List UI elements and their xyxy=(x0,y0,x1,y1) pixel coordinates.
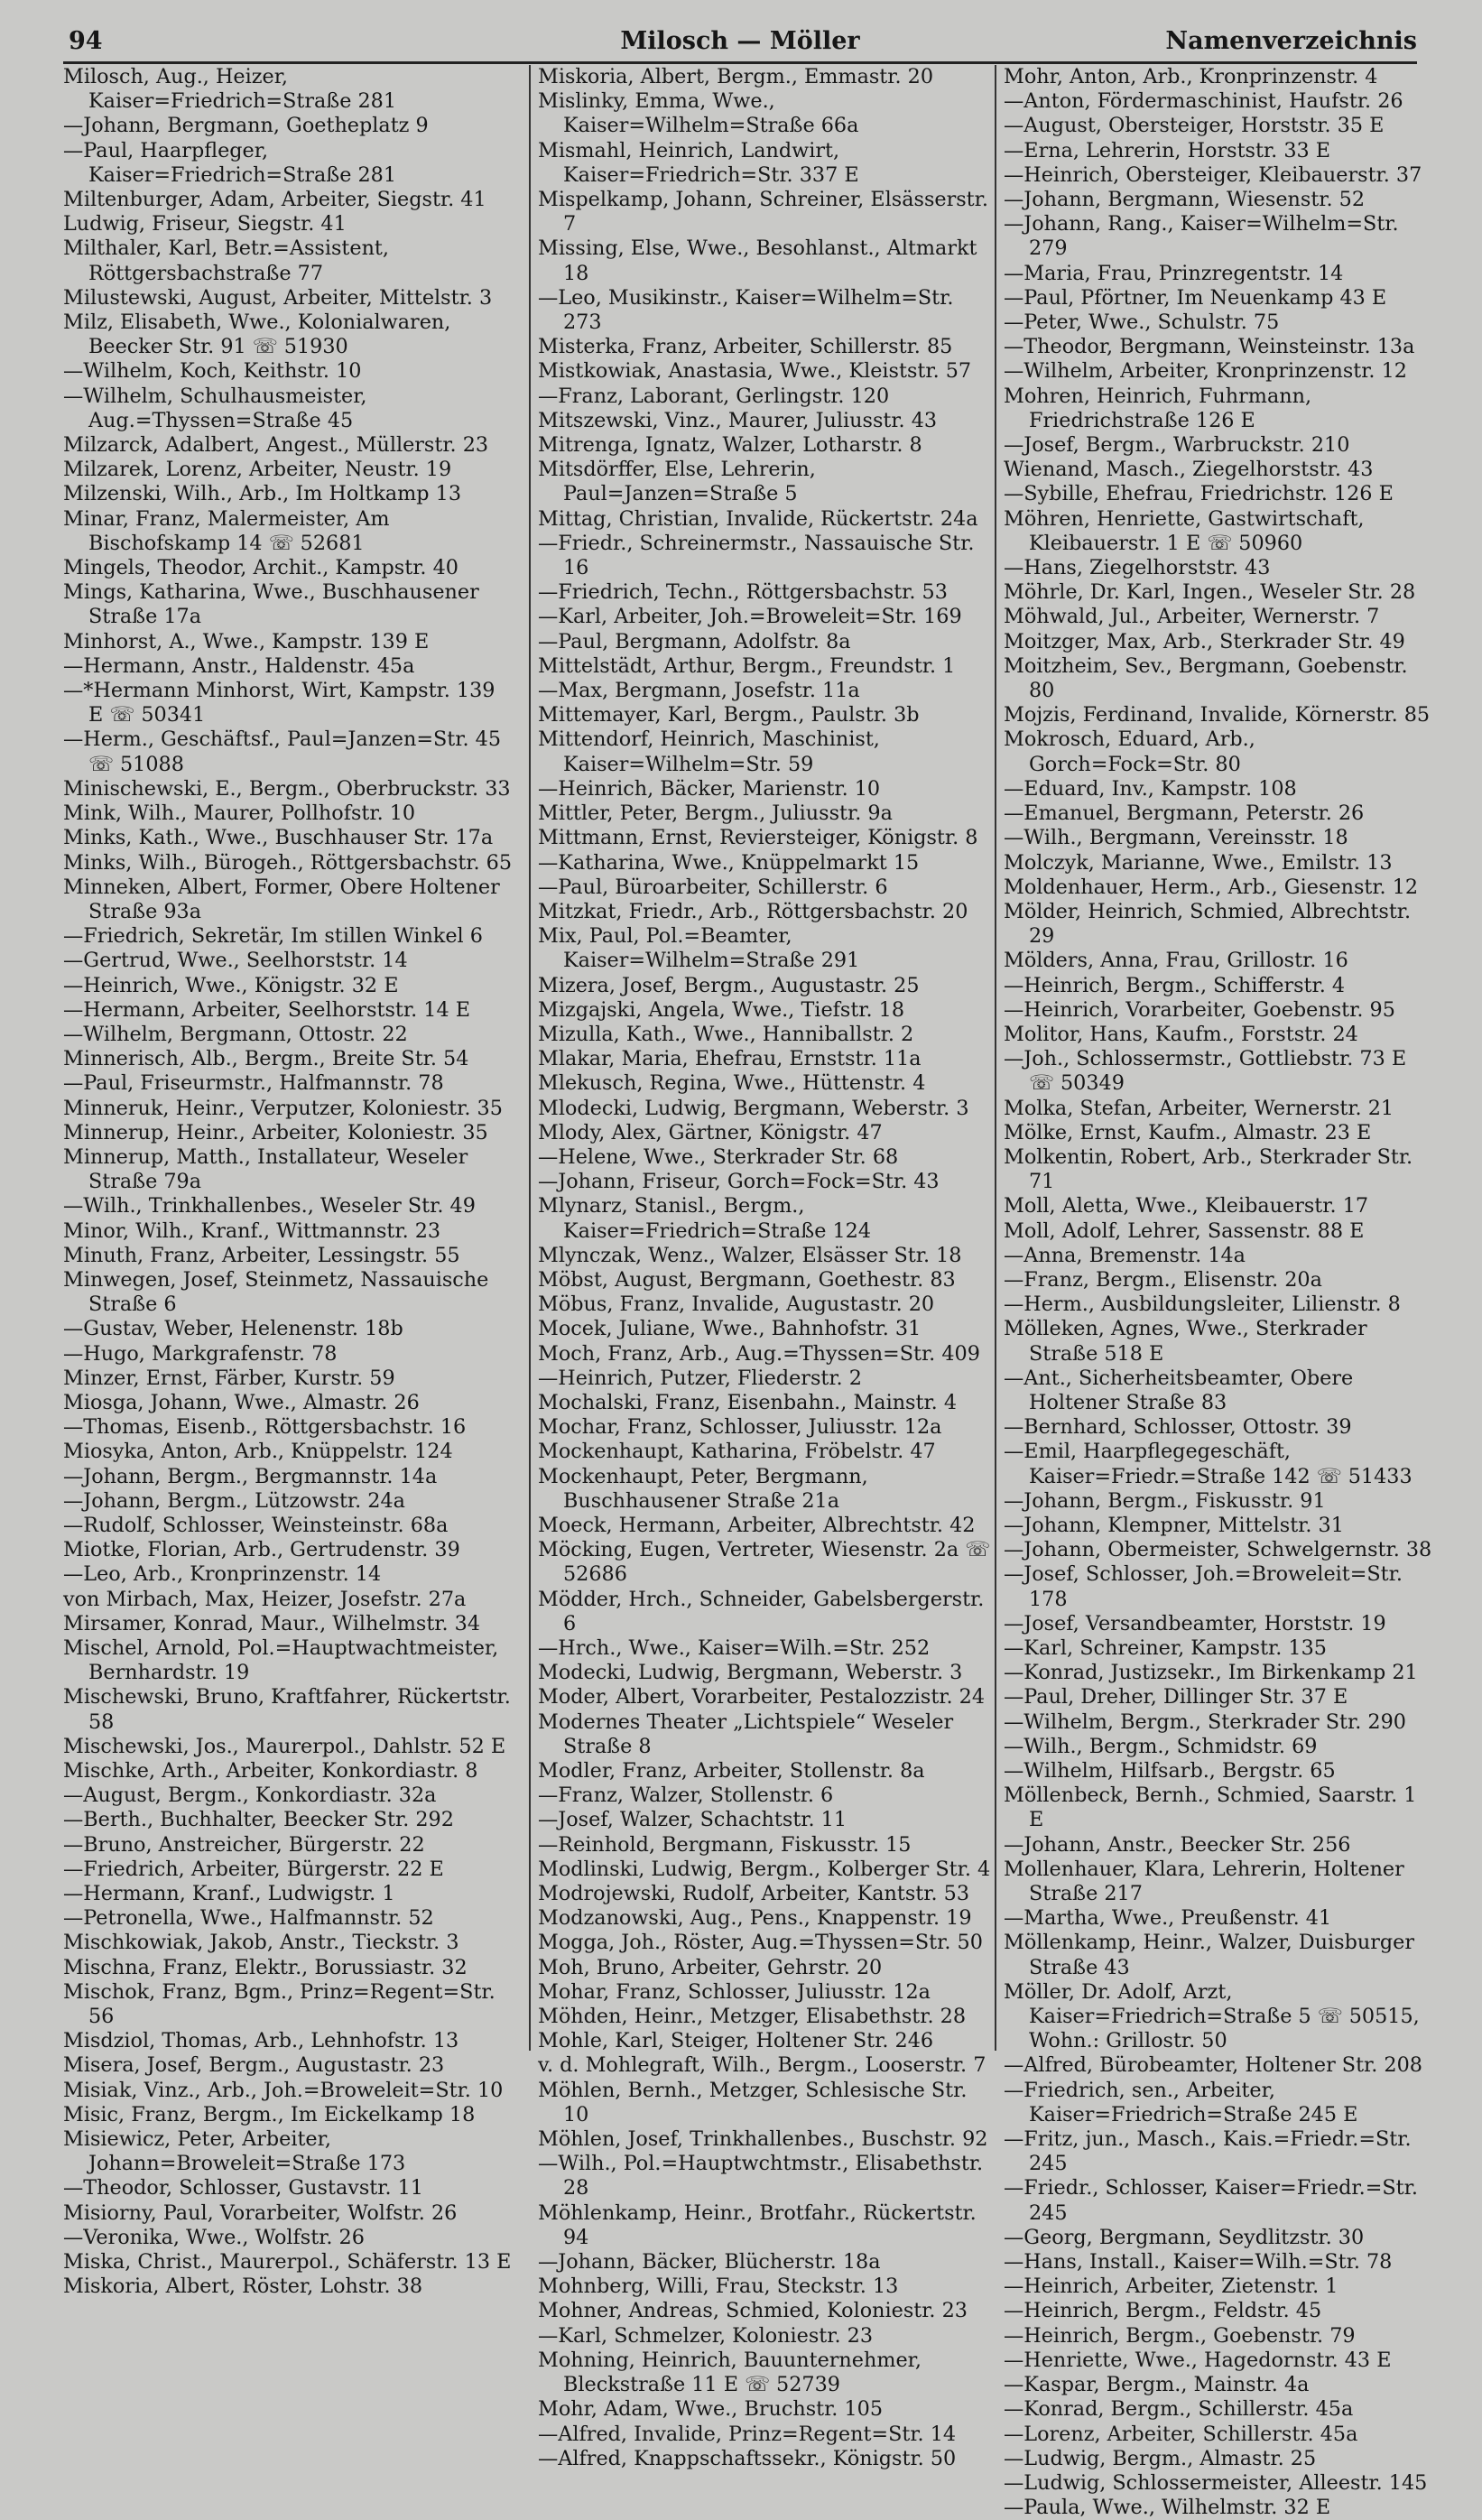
directory-entry: —Hugo, Markgrafenstr. 78 xyxy=(63,1341,338,1366)
directory-entry: —Bruno, Anstreicher, Bürgerstr. 22 xyxy=(63,1832,425,1857)
directory-entry: Milz, Elisabeth, Wwe., Kolonialwaren, Beecker Str. 91 ☏ 51930 xyxy=(63,310,451,359)
directory-entry: Miltenburger, Adam, Arbeiter, Siegstr. 41 xyxy=(63,188,486,212)
directory-entry: —August, Obersteiger, Horststr. 35 E xyxy=(1004,114,1385,138)
page-number: 94 xyxy=(69,27,103,55)
directory-entry: Moder, Albert, Vorarbeiter, Pestalozzistr. 24 xyxy=(538,1685,986,1709)
directory-entry: —Gustav, Weber, Helenenstr. 18b xyxy=(63,1317,403,1341)
directory-entry: —Franz, Bergm., Elisenstr. 20a xyxy=(1004,1267,1322,1292)
directory-entry: —Wilhelm, Bergmann, Ottostr. 22 xyxy=(63,1022,408,1046)
directory-entry: —Veronika, Wwe., Wolfstr. 26 xyxy=(63,2225,365,2249)
directory-entry: Minhorst, A., Wwe., Kampstr. 139 E xyxy=(63,629,430,653)
directory-entry: Milthaler, Karl, Betr.=Assistent, Röttgersbachstraße 77 xyxy=(63,236,389,285)
directory-entry: —Karl, Schreiner, Kampstr. 135 xyxy=(1004,1636,1327,1660)
directory-entry: Mohr, Adam, Wwe., Bruchstr. 105 xyxy=(538,2397,884,2422)
directory-entry: Mödder, Hrch., Schneider, Gabelsbergerstr. 6 xyxy=(538,1587,985,1635)
directory-entry: Molkentin, Robert, Arb., Sterkrader Str. 71 xyxy=(1004,1144,1413,1194)
directory-entry: Miska, Christ., Maurerpol., Schäferstr. 13 E xyxy=(63,2250,512,2274)
directory-entry: Mollenhauer, Klara, Lehrerin, Holtener Straße 217 xyxy=(1004,1857,1404,1906)
directory-entry: Mispelkamp, Johann, Schreiner, Elsässerstr. 7 xyxy=(538,188,988,236)
directory-entry: —Ludwig, Schlossermeister, Alleestr. 145 xyxy=(1004,2470,1428,2495)
directory-entry: —Johann, Bergmann, Wiesenstr. 52 xyxy=(1004,188,1366,212)
directory-entry: Mizgajski, Angela, Wwe., Tiefstr. 18 xyxy=(538,997,905,1022)
directory-entry: —Herm., Ausbildungsleiter, Lilienstr. 8 xyxy=(1004,1292,1401,1317)
directory-entry: —Heinrich, Bergm., Schifferstr. 4 xyxy=(1004,973,1346,997)
section-title: Namenverzeichnis xyxy=(1165,27,1417,55)
directory-entry: Möhlenkamp, Heinr., Brotfahr., Rückertstr. 94 xyxy=(538,2200,977,2249)
directory-entry: Molitor, Hans, Kaufm., Forststr. 24 xyxy=(1004,1022,1358,1046)
directory-entry: —Konrad, Bergm., Schillerstr. 45a xyxy=(1004,2397,1354,2422)
directory-entry: —Reinhold, Bergmann, Fiskusstr. 15 xyxy=(538,1832,912,1857)
directory-entry: Minuth, Franz, Arbeiter, Lessingstr. 55 xyxy=(63,1243,460,1267)
directory-entry: Mischewski, Bruno, Kraftfahrer, Rückertstr. 58 xyxy=(63,1685,511,1734)
directory-entry: Möhlen, Josef, Trinkhallenbes., Buschstr. 92 xyxy=(538,2127,988,2152)
directory-entry: —Wilh., Pol.=Hauptwchtmstr., Elisabethstr. 28 xyxy=(538,2152,984,2200)
directory-entry: Moldenhauer, Herm., Arb., Giesenstr. 12 xyxy=(1004,875,1419,899)
directory-entry: —Heinrich, Bäcker, Marienstr. 10 xyxy=(538,776,881,801)
directory-entry: —Fritz, jun., Masch., Kais.=Friedr.=Str. 245 xyxy=(1004,2127,1412,2176)
directory-entry: Ludwig, Friseur, Siegstr. 41 xyxy=(63,212,347,236)
directory-entry: Misdziol, Thomas, Arb., Lehnhofstr. 13 xyxy=(63,2029,459,2053)
directory-entry: —Anton, Fördermaschinist, Haufstr. 26 xyxy=(1004,89,1403,114)
directory-entry: Möhren, Henriette, Gastwirtschaft, Kleibauerstr. 1 E ☏ 50960 xyxy=(1004,506,1365,555)
directory-entry: —Wilhelm, Hilfsarb., Bergstr. 65 xyxy=(1004,1759,1336,1783)
directory-entry: —Johann, Anstr., Beecker Str. 256 xyxy=(1004,1832,1351,1857)
directory-entry: —Ant., Sicherheitsbeamter, Obere Holtener Straße 83 xyxy=(1004,1366,1354,1414)
directory-entry: —Emanuel, Bergmann, Peterstr. 26 xyxy=(1004,801,1365,826)
directory-entry: —Georg, Bergmann, Seydlitzstr. 30 xyxy=(1004,2225,1365,2249)
directory-entry: Misiak, Vinz., Arb., Joh.=Broweleit=Str. 10 xyxy=(63,2078,504,2102)
directory-entry: Mohle, Karl, Steiger, Holtener Str. 246 xyxy=(538,2029,934,2053)
directory-entry: Miskoria, Albert, Bergm., Emmastr. 20 xyxy=(538,65,934,88)
directory-entry: —Alfred, Knappschaftssekr., Königstr. 50 xyxy=(538,2446,957,2470)
directory-entry: Mittemayer, Karl, Bergm., Paulstr. 3b xyxy=(538,703,920,727)
directory-entry: —Herm., Geschäftsf., Paul=Janzen=Str. 45 ☏ 51088 xyxy=(63,727,502,776)
directory-entry: —Paul, Büroarbeiter, Schillerstr. 6 xyxy=(538,875,888,899)
directory-entry: Mochar, Franz, Schlosser, Juliusstr. 12a xyxy=(538,1415,942,1440)
directory-entry: Möllenkamp, Heinr., Walzer, Duisburger Straße 43 xyxy=(1004,1931,1415,1979)
directory-entry: Mohren, Heinrich, Fuhrmann, Friedrichstraße 126 E xyxy=(1004,384,1312,432)
directory-entry: —Karl, Schmelzer, Koloniestr. 23 xyxy=(538,2323,874,2348)
directory-entry: Misera, Josef, Bergm., Augustastr. 23 xyxy=(63,2053,445,2078)
column-left xyxy=(63,65,514,2299)
column-right xyxy=(995,65,1437,2520)
directory-entry: —Alfred, Bürobeamter, Holtener Str. 208 xyxy=(1004,2053,1422,2078)
directory-entry: —Friedrich, sen., Arbeiter, Kaiser=Friedrich=Straße 245 E xyxy=(1004,2078,1358,2126)
directory-entry: —Johann, Friseur, Gorch=Fock=Str. 43 xyxy=(538,1170,940,1194)
column-middle xyxy=(529,65,991,2470)
directory-entry: Moch, Franz, Arb., Aug.=Thyssen=Str. 409 xyxy=(538,1341,980,1366)
directory-entry: Modernes Theater „Lichtspiele“ Weseler Straße 8 xyxy=(538,1709,954,1758)
directory-entry: Moh, Bruno, Arbeiter, Gehrstr. 20 xyxy=(538,1955,883,1979)
directory-entry: Mokrosch, Eduard, Arb., Gorch=Fock=Str. 80 xyxy=(1004,727,1255,776)
name-range-title: Milosch — Möller xyxy=(620,27,860,55)
directory-entry: —Erna, Lehrerin, Horststr. 33 E xyxy=(1004,138,1331,162)
directory-entry: Möcking, Eugen, Vertreter, Wiesenstr. 2a ☏ 52686 xyxy=(538,1538,991,1587)
directory-entry: Mitrenga, Ignatz, Walzer, Lotharstr. 8 xyxy=(538,433,922,458)
directory-entry: Mockenhaupt, Peter, Bergmann, Buschhausener Straße 21a xyxy=(538,1464,868,1513)
directory-entry: Molczyk, Marianne, Wwe., Emilstr. 13 xyxy=(1004,850,1393,875)
directory-entry: —Kaspar, Bergm., Mainstr. 4a xyxy=(1004,2373,1310,2397)
directory-entry: —Paul, Pförtner, Im Neuenkamp 43 E xyxy=(1004,285,1387,310)
directory-entry: Mittag, Christian, Invalide, Rückertstr. 24a xyxy=(538,506,978,531)
directory-entry: —Friedr., Schlosser, Kaiser=Friedr.=Str. 245 xyxy=(1004,2176,1418,2225)
directory-entry: Mohr, Anton, Arb., Kronprinzenstr. 4 xyxy=(1004,65,1378,88)
directory-entry: Minneruk, Heinr., Verputzer, Koloniestr. 35 xyxy=(63,1096,503,1120)
directory-entry: Miotke, Florian, Arb., Gertrudenstr. 39 xyxy=(63,1538,460,1562)
directory-entry: —Theodor, Schlosser, Gustavstr. 11 xyxy=(63,2176,423,2200)
directory-entry: —August, Bergm., Konkordiastr. 32a xyxy=(63,1783,437,1808)
directory-entry: Modzanowski, Aug., Pens., Knappenstr. 19 xyxy=(538,1906,972,1931)
directory-entry: —Franz, Walzer, Stollenstr. 6 xyxy=(538,1783,834,1808)
directory-entry: —Thomas, Eisenb., Röttgersbachstr. 16 xyxy=(63,1415,467,1440)
directory-entry: —Friedr., Schreinermstr., Nassauische Str. 16 xyxy=(538,531,975,580)
directory-entry: Moitzheim, Sev., Bergmann, Goebenstr. 80 xyxy=(1004,653,1408,703)
directory-entry: Mogga, Joh., Röster, Aug.=Thyssen=Str. 50 xyxy=(538,1931,983,1955)
directory-entry: Möbus, Franz, Invalide, Augustastr. 20 xyxy=(538,1292,935,1317)
directory-entry: —Johann, Bergm., Lützowstr. 24a xyxy=(63,1488,405,1513)
directory-entry: —Leo, Musikinstr., Kaiser=Wilhelm=Str. 273 xyxy=(538,285,954,335)
directory-entry: Mittendorf, Heinrich, Maschinist, Kaiser=Wilhelm=Str. 59 xyxy=(538,727,880,776)
directory-entry: —Hans, Ziegelhorststr. 43 xyxy=(1004,556,1271,580)
directory-entry: Mlakar, Maria, Ehefrau, Ernststr. 11a xyxy=(538,1047,922,1071)
directory-entry: Milustewski, August, Arbeiter, Mittelstr. 3 xyxy=(63,285,493,310)
directory-entry: Minwegen, Josef, Steinmetz, Nassauische Straße 6 xyxy=(63,1267,489,1317)
directory-entry: Mittler, Peter, Bergm., Juliusstr. 9a xyxy=(538,801,893,826)
directory-entry: —Maria, Frau, Prinzregentstr. 14 xyxy=(1004,261,1344,285)
directory-entry: Minnerisch, Alb., Bergm., Breite Str. 54 xyxy=(63,1047,469,1071)
directory-entry: Möhrle, Dr. Karl, Ingen., Weseler Str. 28 xyxy=(1004,580,1416,605)
directory-entry: —Heinrich, Vorarbeiter, Goebenstr. 95 xyxy=(1004,997,1395,1022)
directory-entry: Moeck, Hermann, Arbeiter, Albrechtstr. 42 xyxy=(538,1513,976,1537)
directory-entry: —Ludwig, Bergm., Almastr. 25 xyxy=(1004,2446,1317,2470)
directory-entry: —Paul, Friseurmstr., Halfmannstr. 78 xyxy=(63,1071,444,1096)
directory-entry: —Heinrich, Obersteiger, Kleibauerstr. 37 xyxy=(1004,162,1422,187)
directory-entry: —Martha, Wwe., Preußenstr. 41 xyxy=(1004,1906,1332,1931)
directory-entry: Mischkowiak, Jakob, Anstr., Tieckstr. 3 xyxy=(63,1931,459,1955)
directory-entry: —Josef, Versandbeamter, Horststr. 19 xyxy=(1004,1611,1386,1635)
directory-entry: —Karl, Arbeiter, Joh.=Broweleit=Str. 169 xyxy=(538,605,962,629)
directory-entry: Mitzkat, Friedr., Arb., Röttgersbachstr. 20 xyxy=(538,899,968,923)
directory-entry: Molka, Stefan, Arbeiter, Wernerstr. 21 xyxy=(1004,1096,1394,1120)
directory-entry: Milosch, Aug., Heizer, Kaiser=Friedrich=Straße 281 xyxy=(63,65,397,114)
directory-entry: —Heinrich, Putzer, Fliederstr. 2 xyxy=(538,1366,862,1390)
directory-entry: —Johann, Bäcker, Blücherstr. 18a xyxy=(538,2250,881,2274)
directory-entry: Mlekusch, Regina, Wwe., Hüttenstr. 4 xyxy=(538,1071,926,1096)
directory-entry: —Eduard, Inv., Kampstr. 108 xyxy=(1004,776,1297,801)
directory-entry: Mitszewski, Vinz., Maurer, Juliusstr. 43 xyxy=(538,408,938,432)
directory-entry: Mohar, Franz, Schlosser, Juliusstr. 12a xyxy=(538,1979,931,2004)
directory-entry: Milzarek, Lorenz, Arbeiter, Neustr. 19 xyxy=(63,458,452,482)
directory-entry: Möhwald, Jul., Arbeiter, Wernerstr. 7 xyxy=(1004,605,1380,629)
directory-entry: Mocek, Juliane, Wwe., Bahnhofstr. 31 xyxy=(538,1317,922,1341)
directory-entry: —Paul, Dreher, Dillinger Str. 37 E xyxy=(1004,1685,1348,1709)
directory-entry: —Hrch., Wwe., Kaiser=Wilh.=Str. 252 xyxy=(538,1636,931,1660)
directory-entry: —Josef, Schlosser, Joh.=Broweleit=Str. 178 xyxy=(1004,1562,1403,1611)
directory-entry: Misterka, Franz, Arbeiter, Schillerstr. 85 xyxy=(538,335,953,359)
directory-entry: —Berth., Buchhalter, Beecker Str. 292 xyxy=(63,1808,454,1832)
directory-entry: Mischke, Arth., Arbeiter, Konkordiastr. 8 xyxy=(63,1759,478,1783)
directory-entry: Mohnberg, Willi, Frau, Steckstr. 13 xyxy=(538,2274,899,2299)
directory-entry: Minks, Wilh., Bürogeh., Röttgersbachstr. 65 xyxy=(63,850,513,875)
directory-entry: —Petronella, Wwe., Halfmannstr. 52 xyxy=(63,1906,434,1931)
directory-entry: —Peter, Wwe., Schulstr. 75 xyxy=(1004,310,1280,335)
directory-entry: Minor, Wilh., Kranf., Wittmannstr. 23 xyxy=(63,1218,441,1243)
directory-entry: —Josef, Bergm., Warbruckstr. 210 xyxy=(1004,433,1350,458)
directory-entry: von Mirbach, Max, Heizer, Josefstr. 27a xyxy=(63,1587,467,1611)
directory-entry: —Anna, Bremenstr. 14a xyxy=(1004,1243,1246,1267)
directory-entry: —Hermann, Anstr., Haldenstr. 45a xyxy=(63,653,415,678)
directory-entry: —Wilhelm, Bergm., Sterkrader Str. 290 xyxy=(1004,1709,1406,1734)
directory-entry: Minar, Franz, Malermeister, Am Bischofskamp 14 ☏ 52681 xyxy=(63,506,390,555)
directory-entry: —Heinrich, Arbeiter, Zietenstr. 1 xyxy=(1004,2274,1338,2299)
directory-columns xyxy=(63,65,1432,2520)
directory-entry: Mislinky, Emma, Wwe., Kaiser=Wilhelm=Straße 66a xyxy=(538,89,859,138)
directory-entry: v. d. Mohlegraft, Wilh., Bergm., Looserstr. 7 xyxy=(538,2053,986,2078)
directory-entry: Moll, Adolf, Lehrer, Sassenstr. 88 E xyxy=(1004,1218,1365,1243)
directory-entry: Minnerup, Heinr., Arbeiter, Koloniestr. 35 xyxy=(63,1120,488,1144)
directory-entry: —Heinrich, Bergm., Feldstr. 45 xyxy=(1004,2299,1322,2323)
directory-entry: Miskoria, Albert, Röster, Lohstr. 38 xyxy=(63,2274,423,2299)
directory-entry: Mittelstädt, Arthur, Bergm., Freundstr. 1 xyxy=(538,653,956,678)
directory-entry: Mischna, Franz, Elektr., Borussiastr. 32 xyxy=(63,1955,468,1979)
directory-entry: Mizera, Josef, Bergm., Augustastr. 25 xyxy=(538,973,920,997)
directory-entry: Modlinski, Ludwig, Bergm., Kolberger Str. 4 xyxy=(538,1857,991,1881)
directory-entry: Modrojewski, Rudolf, Arbeiter, Kantstr. 53 xyxy=(538,1882,969,1906)
directory-entry: Mockenhaupt, Katharina, Fröbelstr. 47 xyxy=(538,1440,936,1464)
directory-entry: Moitzger, Max, Arb., Sterkrader Str. 49 xyxy=(1004,629,1405,653)
directory-entry: —Katharina, Wwe., Knüppelmarkt 15 xyxy=(538,850,920,875)
directory-entry: —Bernhard, Schlosser, Ottostr. 39 xyxy=(1004,1415,1352,1440)
directory-entry: Möhlen, Bernh., Metzger, Schlesische Str. 10 xyxy=(538,2078,968,2126)
directory-entry: —Gertrud, Wwe., Seelhorststr. 14 xyxy=(63,949,408,973)
directory-entry: —Theodor, Bergmann, Weinsteinstr. 13a xyxy=(1004,335,1415,359)
directory-entry: Misiewicz, Peter, Arbeiter, Johann=Broweleit=Straße 173 xyxy=(63,2127,406,2176)
directory-entry: —Wilhelm, Arbeiter, Kronprinzenstr. 12 xyxy=(1004,359,1407,384)
directory-entry: —Leo, Arb., Kronprinzenstr. 14 xyxy=(63,1562,382,1587)
directory-entry: —Josef, Walzer, Schachtstr. 11 xyxy=(538,1808,848,1832)
directory-entry: —*Hermann Minhorst, Wirt, Kampstr. 139 E ☏ 50341 xyxy=(63,679,496,727)
directory-entry: Modler, Franz, Arbeiter, Stollenstr. 8a xyxy=(538,1759,925,1783)
directory-entry: Mohning, Heinrich, Bauunternehmer, Bleckstraße 11 E ☏ 52739 xyxy=(538,2348,922,2397)
directory-entry: Minzer, Ernst, Färber, Kurstr. 59 xyxy=(63,1366,395,1390)
directory-entry: —Heinrich, Wwe., Königstr. 32 E xyxy=(63,973,399,997)
directory-entry: —Johann, Klempner, Mittelstr. 31 xyxy=(1004,1513,1344,1537)
directory-entry: Mink, Wilh., Maurer, Pollhofstr. 10 xyxy=(63,801,416,826)
directory-entry: —Alfred, Invalide, Prinz=Regent=Str. 14 xyxy=(538,2422,957,2446)
directory-entry: Mings, Katharina, Wwe., Buschhausener Straße 17a xyxy=(63,580,479,629)
directory-entry: Mitsdörffer, Else, Lehrerin, Paul=Janzen=Straße 5 xyxy=(538,458,816,506)
directory-entry: —Konrad, Justizsekr., Im Birkenkamp 21 xyxy=(1004,1661,1418,1685)
directory-entry: —Johann, Obermeister, Schwelgernstr. 38 xyxy=(1004,1538,1432,1562)
directory-entry: Missing, Else, Wwe., Besohlanst., Altmarkt 18 xyxy=(538,236,977,285)
directory-entry: Mölders, Anna, Frau, Grillostr. 16 xyxy=(1004,949,1348,973)
directory-entry: Mischel, Arnold, Pol.=Hauptwachtmeister, Bernhardstr. 19 xyxy=(63,1636,499,1685)
directory-entry: Wienand, Masch., Ziegelhorststr. 43 xyxy=(1004,458,1374,482)
directory-entry: —Rudolf, Schlosser, Weinsteinstr. 68a xyxy=(63,1513,449,1537)
directory-entry: —Johann, Rang., Kaiser=Wilhelm=Str. 279 xyxy=(1004,212,1399,261)
directory-entry: —Friedrich, Techn., Röttgersbachstr. 53 xyxy=(538,580,948,605)
directory-entry: —Johann, Bergm., Fiskusstr. 91 xyxy=(1004,1488,1326,1513)
directory-entry: Misiorny, Paul, Vorarbeiter, Wolfstr. 26 xyxy=(63,2200,458,2225)
directory-entry: Milzenski, Wilh., Arb., Im Holtkamp 13 xyxy=(63,482,462,506)
directory-entry: —Joh., Schlossermstr., Gottliebstr. 73 E ☏ 50349 xyxy=(1004,1047,1407,1096)
directory-entry: Mölleken, Agnes, Wwe., Sterkrader Straße 518 E xyxy=(1004,1317,1367,1366)
directory-entry: Mistkowiak, Anastasia, Wwe., Kleiststr. 57 xyxy=(538,359,972,384)
directory-entry: Möllenbeck, Bernh., Schmied, Saarstr. 1 E xyxy=(1004,1783,1417,1832)
directory-entry: —Friedrich, Sekretär, Im stillen Winkel 6 xyxy=(63,924,483,949)
directory-entry: Mojzis, Ferdinand, Invalide, Körnerstr. 85 xyxy=(1004,703,1431,727)
directory-entry: Mlynarz, Stanisl., Bergm., Kaiser=Friedrich=Straße 124 xyxy=(538,1194,872,1243)
directory-entry: —Franz, Laborant, Gerlingstr. 120 xyxy=(538,384,890,408)
directory-entry: Mischok, Franz, Bgm., Prinz=Regent=Str. 56 xyxy=(63,1979,496,2029)
directory-entry: Mölder, Heinrich, Schmied, Albrechtstr. 29 xyxy=(1004,899,1412,949)
directory-entry: —Sybille, Ehefrau, Friedrichstr. 126 E xyxy=(1004,482,1394,506)
directory-entry: Modecki, Ludwig, Bergmann, Weberstr. 3 xyxy=(538,1661,963,1685)
directory-entry: Mix, Paul, Pol.=Beamter, Kaiser=Wilhelm=Straße 291 xyxy=(538,924,860,973)
directory-entry: —Friedrich, Arbeiter, Bürgerstr. 22 E xyxy=(63,1857,444,1881)
directory-entry: —Johann, Bergmann, Goetheplatz 9 xyxy=(63,114,429,138)
directory-entry: —Emil, Haarpflegegeschäft, Kaiser=Friedr.=Straße 142 ☏ 51433 xyxy=(1004,1440,1413,1488)
directory-entry: Minischewski, E., Bergm., Oberbruckstr. 33 xyxy=(63,776,511,801)
directory-entry: Mölke, Ernst, Kaufm., Almastr. 23 E xyxy=(1004,1120,1372,1144)
directory-entry: Minneken, Albert, Former, Obere Holtener Straße 93a xyxy=(63,875,500,923)
directory-entry: —Wilh., Bergm., Schmidstr. 69 xyxy=(1004,1734,1318,1758)
directory-entry: Mingels, Theodor, Archit., Kampstr. 40 xyxy=(63,556,458,580)
directory-entry: Möbst, August, Bergmann, Goethestr. 83 xyxy=(538,1267,956,1292)
page-header xyxy=(63,25,1417,64)
directory-entry: —Lorenz, Arbeiter, Schillerstr. 45a xyxy=(1004,2422,1358,2446)
directory-entry: Misic, Franz, Bergm., Im Eickelkamp 18 xyxy=(63,2102,476,2126)
directory-entry: —Wilh., Trinkhallenbes., Weseler Str. 49 xyxy=(63,1194,476,1218)
directory-entry: Mirsamer, Konrad, Maur., Wilhelmstr. 34 xyxy=(63,1611,481,1635)
directory-entry: —Hermann, Arbeiter, Seelhorststr. 14 E xyxy=(63,997,470,1022)
directory-entry: Minnerup, Matth., Installateur, Weseler Straße 79a xyxy=(63,1144,468,1194)
directory-entry: Möller, Dr. Adolf, Arzt, Kaiser=Friedrich=Straße 5 ☏ 50515, Wohn.: Grillostr. 50 xyxy=(1004,1979,1420,2053)
directory-entry: —Wilhelm, Koch, Keithstr. 10 xyxy=(63,359,362,384)
directory-entry: Milzarck, Adalbert, Angest., Müllerstr. 23 xyxy=(63,433,489,458)
directory-entry: Miosga, Johann, Wwe., Almastr. 26 xyxy=(63,1390,420,1414)
directory-entry: Mlody, Alex, Gärtner, Königstr. 47 xyxy=(538,1120,883,1144)
directory-entry: —Helene, Wwe., Sterkrader Str. 68 xyxy=(538,1144,899,1169)
directory-entry: —Paul, Bergmann, Adolfstr. 8a xyxy=(538,629,851,653)
directory-entry: —Heinrich, Bergm., Goebenstr. 79 xyxy=(1004,2323,1356,2348)
directory-entry: Mismahl, Heinrich, Landwirt, Kaiser=Friedrich=Str. 337 E xyxy=(538,138,859,187)
directory-entry: Mizulla, Kath., Wwe., Hanniballstr. 2 xyxy=(538,1022,914,1046)
directory-entry: —Paul, Haarpfleger, Kaiser=Friedrich=Straße 281 xyxy=(63,138,397,187)
directory-entry: —Max, Bergmann, Josefstr. 11a xyxy=(538,679,860,703)
directory-entry: Mittmann, Ernst, Reviersteiger, Königstr. 8 xyxy=(538,826,978,850)
directory-entry: —Johann, Bergm., Bergmannstr. 14a xyxy=(63,1464,438,1488)
directory-entry: Mischewski, Jos., Maurerpol., Dahlstr. 52 E xyxy=(63,1734,506,1758)
directory-entry: Mohner, Andreas, Schmied, Koloniestr. 23 xyxy=(538,2299,968,2323)
directory-entry: —Wilhelm, Schulhausmeister, Aug.=Thyssen=Straße 45 xyxy=(63,384,367,432)
directory-entry: Mochalski, Franz, Eisenbahn., Mainstr. 4 xyxy=(538,1390,958,1414)
directory-entry: Moll, Aletta, Wwe., Kleibauerstr. 17 xyxy=(1004,1194,1369,1218)
directory-entry: Minks, Kath., Wwe., Buschhauser Str. 17a xyxy=(63,826,494,850)
directory-entry: —Paula, Wwe., Wilhelmstr. 32 E xyxy=(1004,2496,1331,2520)
directory-entry: —Henriette, Wwe., Hagedornstr. 43 E xyxy=(1004,2348,1392,2372)
directory-entry: Mlodecki, Ludwig, Bergmann, Weberstr. 3 xyxy=(538,1096,969,1120)
directory-entry: Mlynczak, Wenz., Walzer, Elsässer Str. 18 xyxy=(538,1243,962,1267)
directory-entry: Möhden, Heinr., Metzger, Elisabethstr. 28 xyxy=(538,2005,967,2029)
directory-entry: Miosyka, Anton, Arb., Knüppelstr. 124 xyxy=(63,1440,453,1464)
directory-entry: —Hermann, Kranf., Ludwigstr. 1 xyxy=(63,1882,395,1906)
directory-entry: —Wilh., Bergmann, Vereinsstr. 18 xyxy=(1004,826,1348,850)
directory-entry: —Hans, Install., Kaiser=Wilh.=Str. 78 xyxy=(1004,2250,1393,2274)
